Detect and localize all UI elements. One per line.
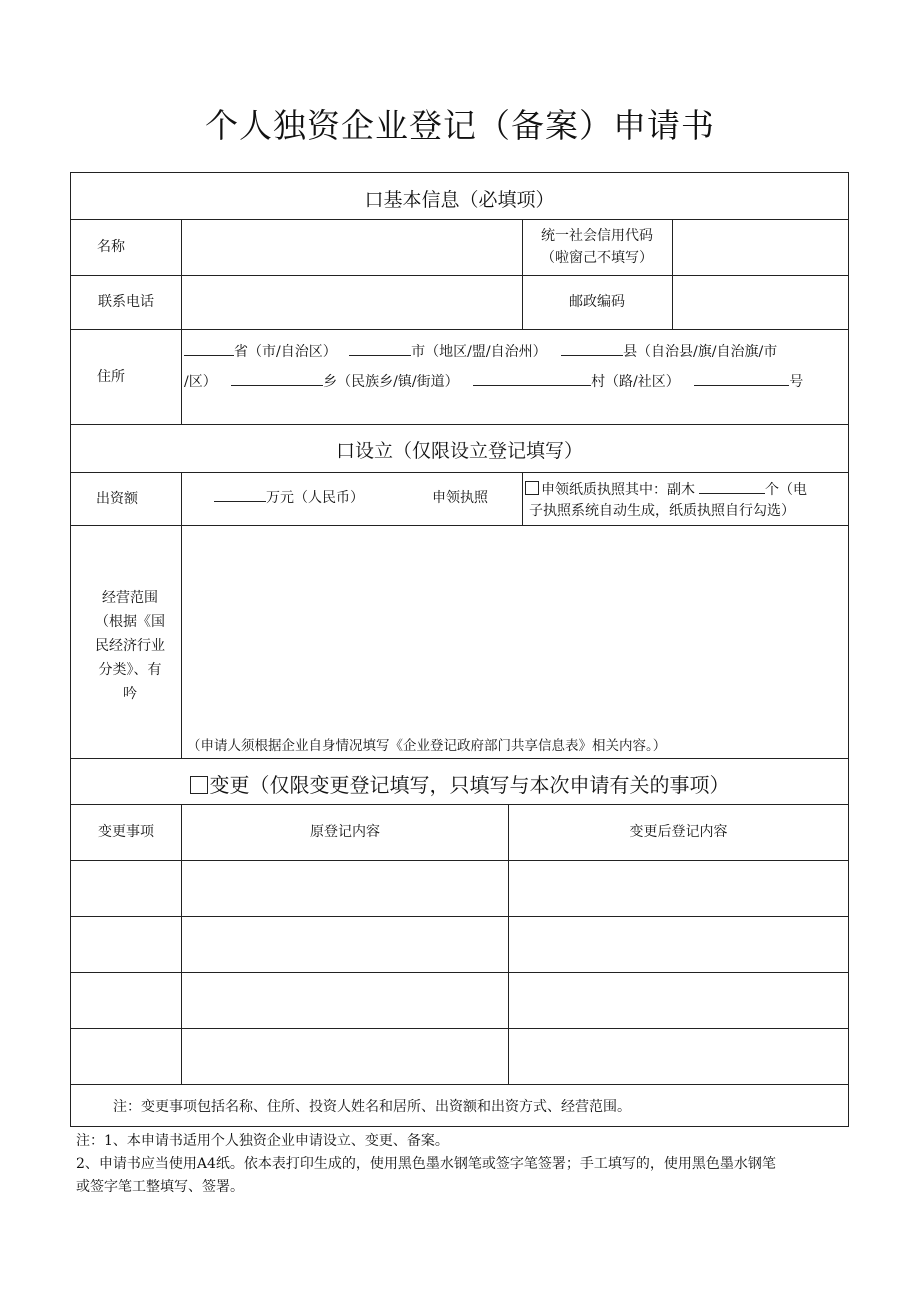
note-line-3: 或签字笔工整填写、签署。 [76, 1179, 244, 1195]
change-item-header: 变更事项 [98, 824, 154, 840]
change-row-2-original[interactable] [182, 917, 508, 972]
name-label: 名称 [97, 239, 125, 255]
business-scope-note: （申请人须根据企业自身情况填写《企业登记政府部门共享信息表》相关内容。） [187, 738, 667, 754]
establish-header: 口设立（仅限设立登记填写） [335, 440, 583, 462]
change-row-2-after[interactable] [509, 917, 848, 972]
credit-code-label-text: 统一社会信用代码 [541, 228, 653, 244]
credit-code-note: （啦窗己不填写） [541, 250, 653, 266]
address-label: 住所 [97, 368, 125, 385]
scope-label-line-3: 民经济行业 [95, 637, 165, 654]
change-row-3-after[interactable] [509, 973, 848, 1028]
license-option-c: 子执照系统自动生成，纸质执照自行勾选） [529, 503, 795, 519]
capital-unit: 万元（人民币） [266, 490, 364, 506]
application-form [70, 172, 849, 1127]
business-scope-label [71, 525, 189, 762]
address-county-text: 县（自治县/旗/自治旗/市 [623, 344, 778, 360]
original-content-header: 原登记内容 [310, 824, 380, 840]
phone-field[interactable] [182, 276, 522, 329]
credit-code-label [522, 219, 672, 275]
address-city-text: 市（地区/盟/自治州） [411, 344, 547, 360]
name-field[interactable] [182, 220, 522, 275]
note-line-1: 注：1、本申请书适用个人独资企业申请设立、变更、备案。 [76, 1133, 449, 1149]
address-district-text: /区） [184, 374, 217, 390]
change-header-text: 变更（仅限变更登记填写，只填写与本次申请有关的事项） [209, 773, 730, 797]
capital-field[interactable] [214, 487, 364, 509]
change-checkbox[interactable] [190, 776, 208, 794]
address-village-text: 村（路/社区） [591, 374, 680, 390]
paper-license-checkbox[interactable] [525, 481, 539, 495]
address-town-text: 乡（民族乡/镇/街道） [323, 374, 459, 390]
change-note: 注：变更事项包括名称、住所、投资人姓名和居所、出资额和出资方式、经营范围。 [113, 1099, 631, 1115]
license-option[interactable] [525, 479, 807, 522]
scope-label-line-2: （根据《国 [95, 613, 165, 630]
change-header [71, 769, 848, 798]
scope-label-line-4: 分类》、有 [98, 661, 162, 678]
footer-notes [76, 1130, 856, 1199]
postal-code-label: 邮政编码 [569, 294, 625, 310]
license-option-a: 申领纸质执照其中：副木 [541, 482, 695, 498]
change-row-3-item[interactable] [71, 973, 181, 1028]
change-row-2-item[interactable] [71, 917, 181, 972]
capital-label: 出资额 [96, 490, 138, 507]
postal-code-field[interactable] [673, 276, 848, 329]
address-line-2[interactable] [184, 371, 803, 393]
credit-code-field[interactable] [673, 220, 848, 275]
change-row-1-after[interactable] [509, 861, 848, 916]
change-row-4-original[interactable] [182, 1029, 508, 1084]
license-label: 申领执照 [432, 490, 488, 506]
change-row-3-original[interactable] [182, 973, 508, 1028]
scope-label-line-5: 吟 [123, 685, 137, 702]
basic-info-header: 口基本信息（必填项） [364, 189, 555, 211]
change-row-4-item[interactable] [71, 1029, 181, 1084]
change-row-1-original[interactable] [182, 861, 508, 916]
scope-label-line-1: 经营范围 [102, 589, 158, 606]
changed-content-header: 变更后登记内容 [629, 824, 728, 840]
address-province-text: 省（市/自治区） [234, 344, 337, 360]
address-line-1[interactable] [184, 341, 777, 363]
business-scope-field[interactable] [182, 526, 848, 726]
page-title: 个人独资企业登记（备案）申请书 [205, 106, 715, 145]
phone-label: 联系电话 [98, 294, 154, 310]
note-line-2: 2、申请书应当使用A4纸。依本表打印生成的，使用黑色墨水钢笔或签字笔签署；手工填写的，使用黑色墨水钢笔 [76, 1156, 776, 1172]
change-row-1-item[interactable] [71, 861, 181, 916]
address-number-text: 号 [789, 374, 804, 390]
change-row-4-after[interactable] [509, 1029, 848, 1084]
license-option-b: 个（电 [765, 482, 807, 498]
